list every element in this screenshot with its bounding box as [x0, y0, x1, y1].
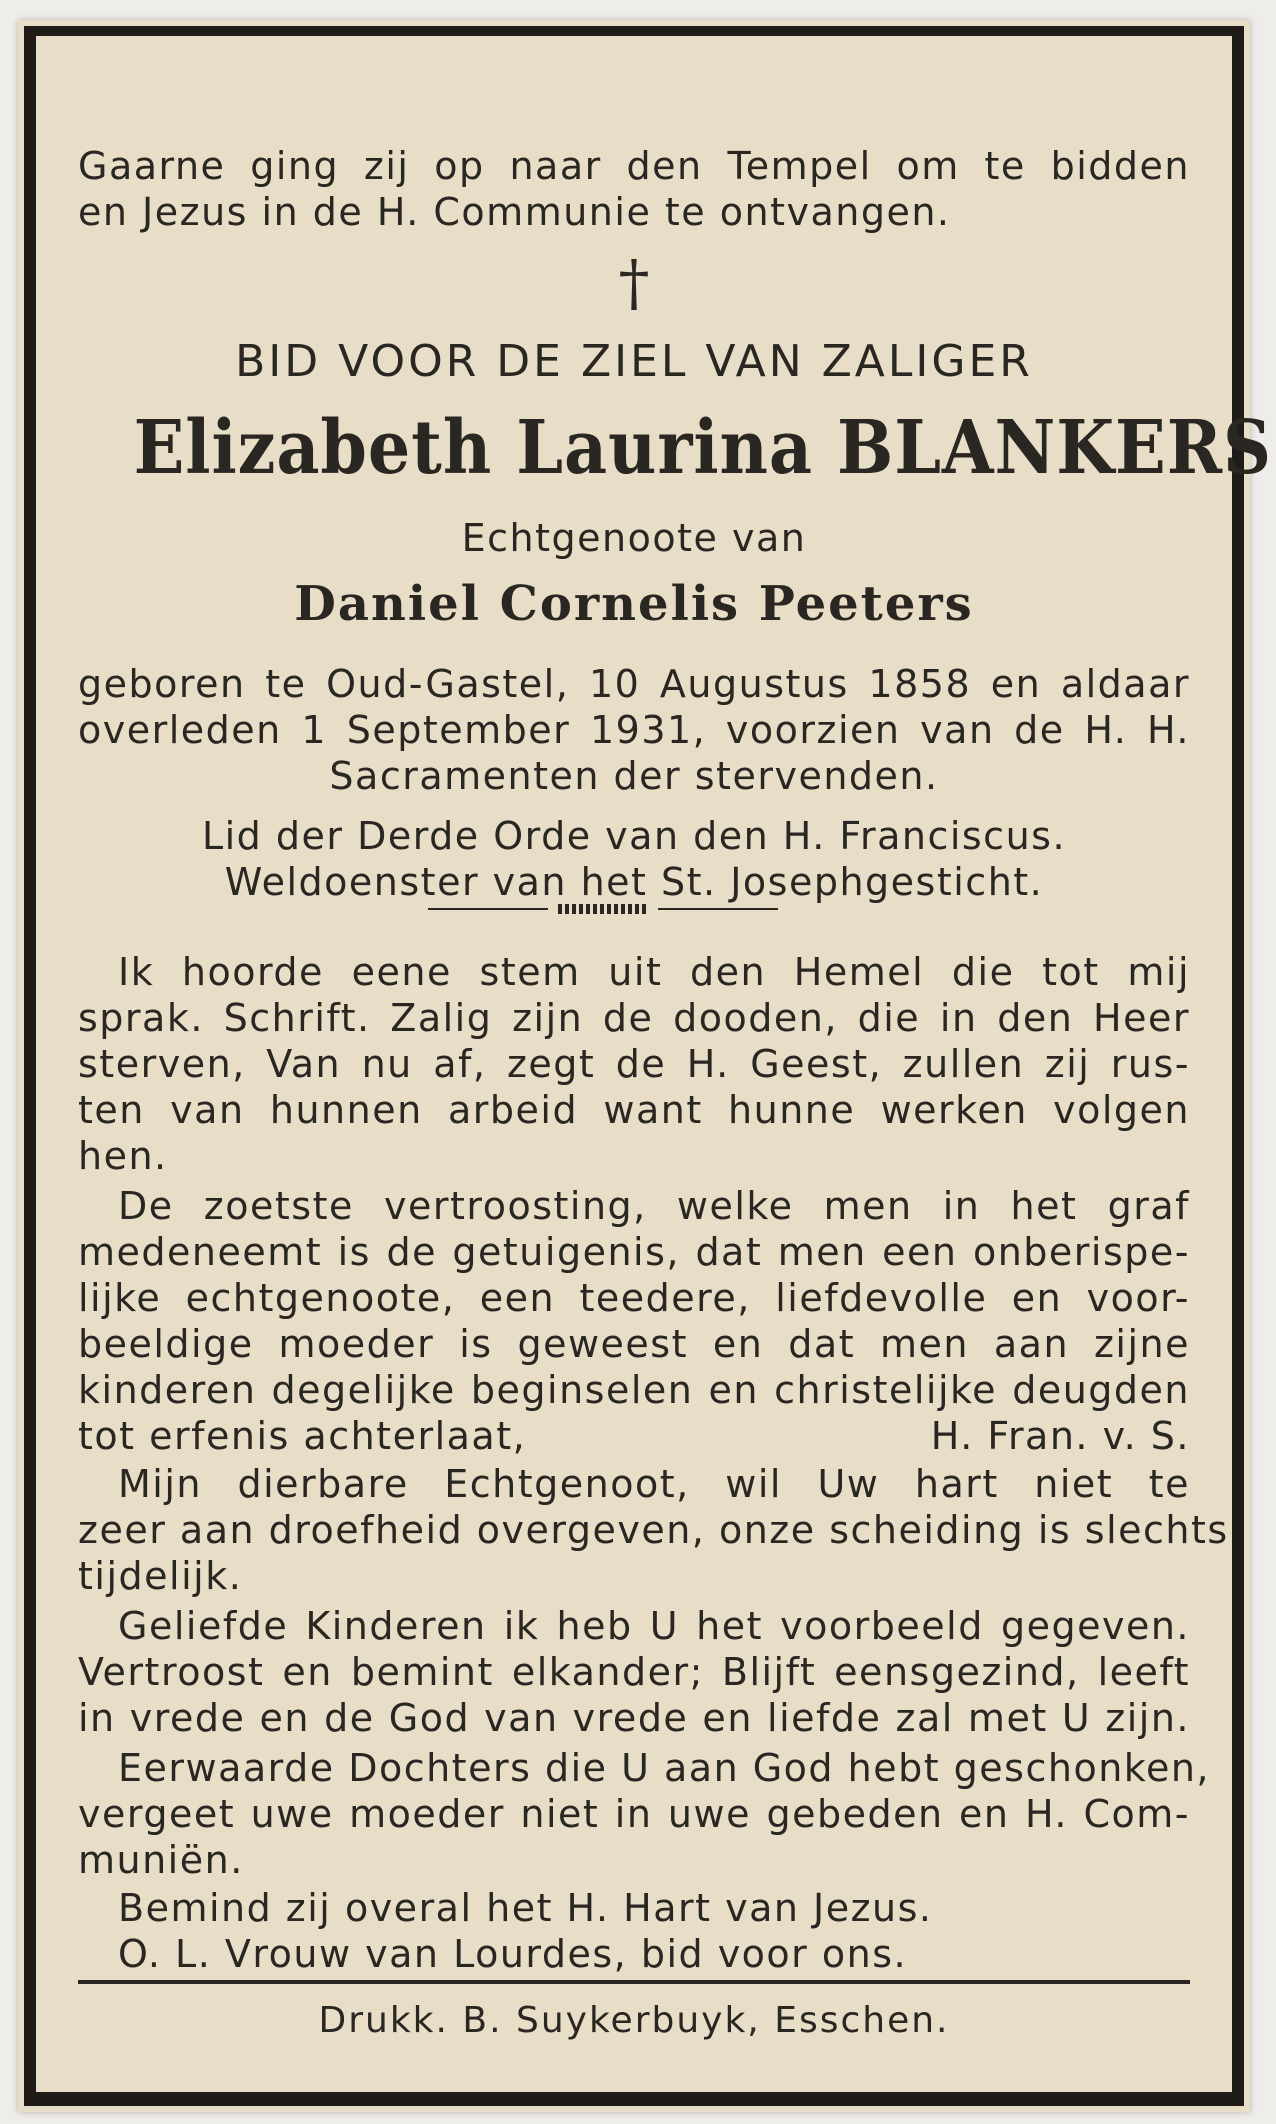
- spouse-name: Daniel Cornelis Peeters: [294, 576, 974, 632]
- body-line: O. L. Vrouw van Lourdes, bid voor ons.: [118, 1932, 908, 1976]
- body-line: hen.: [78, 1134, 168, 1178]
- body-line: kinderen degelijke beginselen en christelijke deugden: [78, 1368, 1190, 1412]
- body-line: sterven, Van nu af, zegt de H. Geest, zullen zij rus-: [78, 1042, 1190, 1086]
- body-line: Eerwaarde Dochters die U aan God hebt geschonken,: [118, 1746, 1210, 1790]
- membership-line-1: Lid der Derde Orde van den H. Franciscus.: [201, 814, 1067, 858]
- body-line: tijdelijk.: [78, 1554, 243, 1598]
- body-line: Ik hoorde eene stem uit den Hemel die tot mij: [118, 950, 1190, 994]
- intro-line-1: Gaarne ging zij op naar den Tempel om te bidden: [78, 144, 1190, 188]
- prayer-heading: BID VOOR DE ZIEL VAN ZALIGER: [235, 336, 1033, 387]
- body-line: lijke echtgenoote, een teedere, liefdevolle en voor-: [78, 1276, 1190, 1320]
- body-line: vergeet uwe moeder niet in uwe gebeden en H. Com-: [78, 1792, 1190, 1836]
- bottom-rule: [78, 1980, 1190, 1984]
- body-line: in vrede en de God van vrede en liefde zal met U zijn.: [78, 1696, 1190, 1740]
- body-line: medeneemt is de getuigenis, dat men een onberispe-: [78, 1230, 1190, 1274]
- body-line: Vertroost en bemint elkander; Blijft eensgezind, leeft: [78, 1650, 1190, 1694]
- body-line: beeldige moeder is geweest en dat men aan zijne: [78, 1322, 1190, 1366]
- body-line: Geliefde Kinderen ik heb U het voorbeeld gegeven.: [118, 1604, 1190, 1648]
- body-line: Mijn dierbare Echtgenoot, wil Uw hart niet te: [118, 1462, 1190, 1506]
- printer-credit: Drukk. B. Suykerbuyk, Esschen.: [318, 2000, 950, 2041]
- intro-line-2: en Jezus in de H. Communie te ontvangen.: [78, 190, 951, 234]
- body-line: ten van hunnen arbeid want hunne werken volgen: [78, 1088, 1190, 1132]
- deceased-name: Elizabeth Laurina BLANKERS: [133, 405, 1272, 491]
- membership-line-2: Weldoenster van het St. Josephgesticht.: [224, 860, 1044, 904]
- body-line: zeer aan droefheid overgeven, onze scheiding is slechts: [78, 1508, 1229, 1552]
- body-line: tot erfenis achterlaat,: [78, 1414, 527, 1458]
- card-body: [58, 20, 1272, 2112]
- quote-attribution: H. Fran. v. S.: [930, 1414, 1190, 1458]
- body-line: De zoetste vertroosting, welke men in het graf: [118, 1184, 1190, 1228]
- memorial-card: [18, 20, 1272, 2112]
- life-line-3: Sacramenten der stervenden.: [329, 754, 939, 798]
- body-line: Bemind zij overal het H. Hart van Jezus.: [118, 1886, 933, 1930]
- spouse-intro: Echtgenoote van: [461, 516, 807, 560]
- cross-icon: †: [618, 246, 650, 319]
- body-line: sprak. Schrift. Zalig zijn de dooden, die in den Heer: [78, 996, 1190, 1040]
- life-line-2: overleden 1 September 1931, voorzien van de H. H.: [78, 708, 1190, 752]
- body-line: muniën.: [78, 1838, 244, 1882]
- life-line-1: geboren te Oud-Gastel, 10 Augustus 1858 en aldaar: [78, 662, 1190, 706]
